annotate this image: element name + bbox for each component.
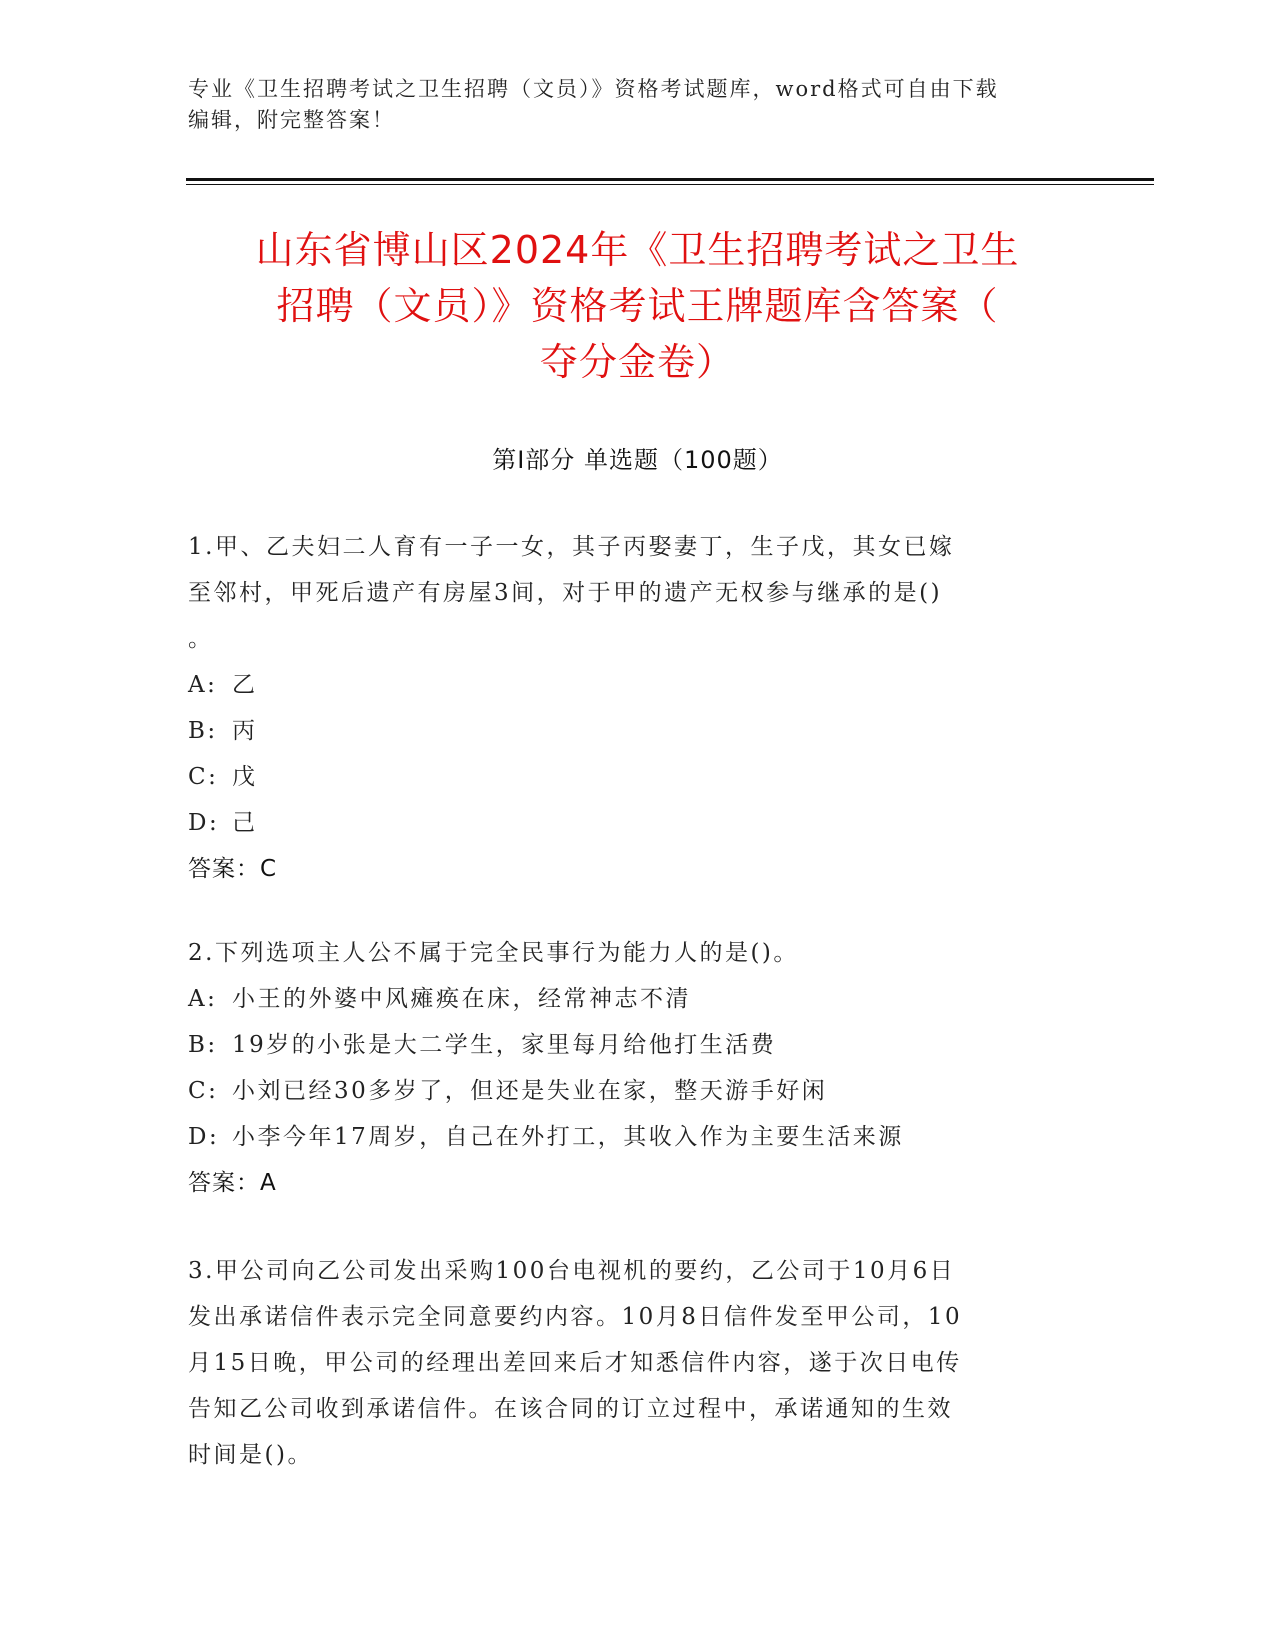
option-c (188, 754, 1068, 800)
option-text: 己 (232, 810, 258, 836)
question-1 (188, 524, 1068, 892)
option-key: B: (188, 718, 218, 744)
option-a (188, 976, 1068, 1022)
answer-line: 答案：A (188, 1170, 277, 1196)
option-text: 丙 (232, 718, 258, 744)
header-note-line-1: 专业《卫生招聘考试之卫生招聘（文员）》资格考试题库，word格式可自由下载 (188, 77, 999, 101)
question-text-line: 月15日晚，甲公司的经理出差回来后才知悉信件内容，遂于次日电传 (188, 1350, 962, 1376)
question-text-line: 。 (188, 626, 214, 652)
option-text: 小刘已经30多岁了，但还是失业在家，整天游手好闲 (232, 1078, 828, 1104)
option-text: 乙 (232, 672, 258, 698)
title-line-2: 招聘（文员）》资格考试王牌题库含答案（ (276, 284, 999, 328)
question-text-line: 告知乙公司收到承诺信件。在该合同的订立过程中，承诺通知的生效 (188, 1396, 953, 1422)
option-key: D: (188, 810, 220, 836)
document-title (160, 222, 1115, 390)
question-2 (188, 930, 1068, 1206)
option-c (188, 1068, 1068, 1114)
question-text-line: 时间是()。 (188, 1442, 313, 1468)
question-text-line: 发出承诺信件表示完全同意要约内容。10月8日信件发至甲公司，10 (188, 1304, 963, 1330)
option-text: 小李今年17周岁，自己在外打工，其收入作为主要生活来源 (232, 1124, 904, 1150)
title-line-1: 山东省博山区2024年《卫生招聘考试之卫生 (255, 228, 1020, 272)
option-text: 小王的外婆中风瘫痪在床，经常神志不清 (232, 986, 691, 1012)
option-key: C: (188, 1078, 219, 1104)
question-text-line: 3.甲公司向乙公司发出采购100台电视机的要约，乙公司于10月6日 (188, 1258, 956, 1284)
header-rule-thick (186, 178, 1154, 181)
option-b (188, 708, 1068, 754)
header-note (188, 74, 1068, 136)
section-title: 第Ⅰ部分 单选题（100题） (492, 446, 783, 474)
option-b (188, 1022, 1068, 1068)
title-line-3: 夺分金卷） (539, 340, 735, 384)
option-a (188, 662, 1068, 708)
option-key: A: (188, 986, 218, 1012)
option-key: D: (188, 1124, 220, 1150)
question-3 (188, 1248, 1068, 1478)
option-text: 戊 (232, 764, 258, 790)
answer-line: 答案：C (188, 856, 278, 882)
question-text-line: 1.甲、乙夫妇二人育有一子一女，其子丙娶妻丁，生子戊，其女已嫁 (188, 534, 955, 560)
option-key: B: (188, 1032, 218, 1058)
question-text-line: 至邻村，甲死后遗产有房屋3间，对于甲的遗产无权参与继承的是() (188, 580, 943, 606)
header-rule-thin (186, 184, 1154, 185)
header-note-line-2: 编辑，附完整答案！ (188, 108, 395, 132)
option-d (188, 800, 1068, 846)
option-key: A: (188, 672, 218, 698)
option-text: 19岁的小张是大二学生，家里每月给他打生活费 (232, 1032, 777, 1058)
option-d (188, 1114, 1068, 1160)
option-key: C: (188, 764, 219, 790)
question-text-line: 2.下列选项主人公不属于完全民事行为能力人的是()。 (188, 940, 799, 966)
